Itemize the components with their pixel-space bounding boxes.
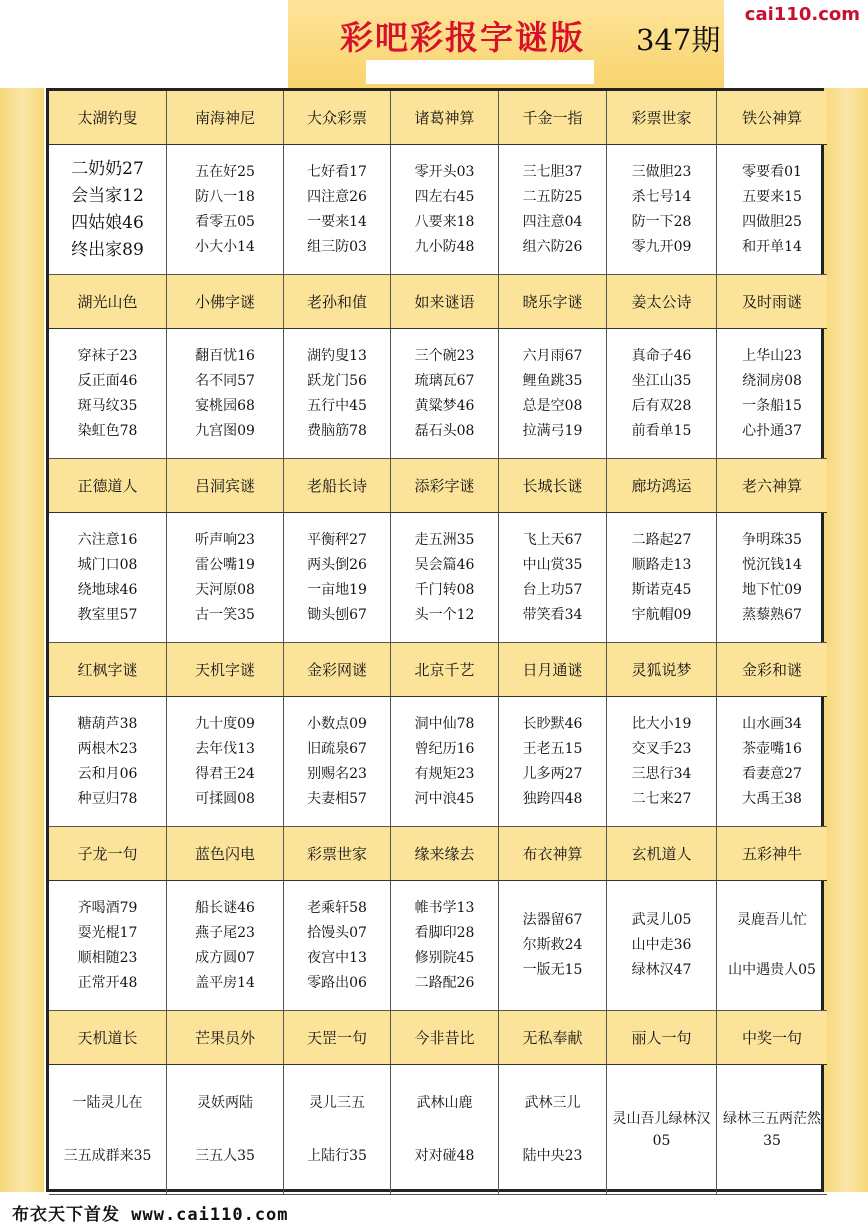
column-header: 老船长诗 bbox=[284, 459, 391, 513]
riddle-line: 王老五15 bbox=[522, 740, 583, 757]
riddle-line: 雷公嘴19 bbox=[195, 556, 255, 573]
riddle-cell bbox=[167, 1065, 284, 1195]
riddle-line: 坐江山35 bbox=[631, 372, 692, 389]
footer-text: 布衣天下首发 www.cai110.com bbox=[12, 1205, 289, 1225]
riddle-cell bbox=[499, 329, 607, 459]
riddle-line: 糖葫芦38 bbox=[77, 715, 138, 732]
riddle-line: 灵鹿吾儿忙 bbox=[737, 912, 807, 928]
column-header: 子龙一句 bbox=[49, 827, 167, 881]
riddle-line: 后有双28 bbox=[631, 397, 692, 414]
column-header: 布衣神算 bbox=[499, 827, 607, 881]
column-header: 如来谜语 bbox=[391, 275, 499, 329]
riddle-line: 法器留67 bbox=[522, 912, 583, 928]
riddle-line: 种豆归78 bbox=[77, 790, 138, 807]
riddle-line: 老乘轩58 bbox=[307, 899, 367, 916]
riddle-line: 会当家12 bbox=[71, 185, 144, 206]
riddle-cell bbox=[717, 1065, 827, 1195]
riddle-line: 旧疏泉67 bbox=[307, 740, 367, 757]
riddle-line: 五要来15 bbox=[742, 188, 802, 205]
riddle-cell bbox=[499, 513, 607, 643]
riddle-cell bbox=[167, 145, 284, 275]
site-logo: cai110.com bbox=[744, 4, 860, 25]
riddle-line: 交叉手23 bbox=[631, 740, 692, 757]
riddle-line: 心扑通37 bbox=[742, 422, 802, 439]
riddle-cell bbox=[607, 329, 717, 459]
riddle-line: 零开头03 bbox=[414, 163, 475, 180]
riddle-line: 灵山吾儿绿林汉05 bbox=[612, 1110, 711, 1149]
riddle-line: 一条船15 bbox=[742, 397, 802, 414]
riddle-cell bbox=[49, 697, 167, 827]
column-header: 晓乐字谜 bbox=[499, 275, 607, 329]
title-banner bbox=[288, 0, 724, 88]
riddle-line: 绿林三五两茫然35 bbox=[723, 1110, 821, 1149]
riddle-cell bbox=[284, 329, 391, 459]
column-header: 正德道人 bbox=[49, 459, 167, 513]
riddle-line: 上陆行35 bbox=[307, 1147, 367, 1164]
column-header: 中奖一句 bbox=[717, 1011, 827, 1065]
riddle-line: 真命子46 bbox=[631, 347, 692, 364]
riddle-line: 顺相随23 bbox=[77, 949, 138, 966]
riddle-cell bbox=[717, 145, 827, 275]
riddle-cell bbox=[391, 513, 499, 643]
column-header: 无私奉献 bbox=[499, 1011, 607, 1065]
riddle-line: 七好看17 bbox=[307, 163, 367, 180]
riddle-line: 八要来18 bbox=[414, 213, 475, 230]
riddle-cell bbox=[717, 329, 827, 459]
column-header: 南海神尼 bbox=[167, 91, 284, 145]
riddle-cell bbox=[499, 145, 607, 275]
riddle-line: 船长谜46 bbox=[195, 899, 255, 916]
riddle-line: 云和月06 bbox=[77, 765, 138, 782]
column-header: 天机字谜 bbox=[167, 643, 284, 697]
riddle-cell bbox=[391, 1065, 499, 1195]
riddle-line: 带笑看34 bbox=[522, 606, 583, 623]
riddle-line: 看零五05 bbox=[195, 213, 255, 230]
column-header: 吕洞宾谜 bbox=[167, 459, 284, 513]
riddle-line: 顺路走13 bbox=[631, 556, 692, 573]
riddle-line: 武灵儿05 bbox=[631, 912, 692, 928]
riddle-line: 听声响23 bbox=[195, 531, 255, 548]
riddle-line: 两根木23 bbox=[77, 740, 138, 757]
riddle-line: 琉璃瓦67 bbox=[414, 372, 475, 389]
riddle-cell bbox=[499, 1065, 607, 1195]
riddle-line: 零路出06 bbox=[307, 974, 367, 991]
column-header: 大众彩票 bbox=[284, 91, 391, 145]
riddle-line: 拾馒头07 bbox=[307, 924, 367, 941]
riddle-line: 九宫图09 bbox=[195, 422, 255, 439]
riddle-cell bbox=[284, 881, 391, 1011]
riddle-line: 四注意26 bbox=[307, 188, 367, 205]
riddle-cell bbox=[607, 697, 717, 827]
riddle-cell bbox=[607, 145, 717, 275]
riddle-line: 三五人35 bbox=[195, 1147, 255, 1164]
riddle-line: 去年伐13 bbox=[195, 740, 255, 757]
column-header: 湖光山色 bbox=[49, 275, 167, 329]
riddle-line: 城门口08 bbox=[77, 556, 138, 573]
riddle-line: 一亩地19 bbox=[307, 581, 367, 598]
riddle-cell bbox=[284, 145, 391, 275]
riddle-line: 小数点09 bbox=[307, 715, 367, 732]
riddle-line: 古一笑35 bbox=[195, 606, 255, 623]
riddle-line: 看脚印28 bbox=[414, 924, 475, 941]
page-title: 彩吧彩报字谜版 bbox=[340, 18, 585, 57]
riddle-line: 零九开09 bbox=[631, 238, 692, 255]
riddle-line: 灵妖两陆 bbox=[197, 1094, 253, 1111]
riddle-line: 六注意16 bbox=[77, 531, 138, 548]
riddle-cell bbox=[49, 881, 167, 1011]
column-header: 铁公神算 bbox=[717, 91, 827, 145]
column-header: 诸葛神算 bbox=[391, 91, 499, 145]
column-header: 廊坊鸿运 bbox=[607, 459, 717, 513]
riddle-cell bbox=[499, 881, 607, 1011]
riddle-line: 别赐名23 bbox=[307, 765, 367, 782]
riddle-cell bbox=[284, 513, 391, 643]
riddle-line: 吴会篇46 bbox=[414, 556, 475, 573]
riddle-line: 四左右45 bbox=[414, 188, 475, 205]
riddle-line: 三七胆37 bbox=[522, 163, 583, 180]
riddle-line: 四注意04 bbox=[522, 213, 583, 230]
riddle-line: 长眇默46 bbox=[522, 715, 583, 732]
riddle-line bbox=[770, 933, 774, 958]
riddle-line: 独跨四48 bbox=[522, 790, 583, 807]
riddle-line: 绿林汉47 bbox=[631, 962, 692, 978]
riddle-line: 终出家89 bbox=[71, 239, 144, 260]
riddle-line: 九小防48 bbox=[414, 238, 475, 255]
riddle-line: 千门转08 bbox=[414, 581, 475, 598]
riddle-cell bbox=[391, 881, 499, 1011]
riddle-line: 一版无15 bbox=[522, 962, 583, 978]
riddle-line: 儿多两27 bbox=[522, 765, 583, 782]
riddle-cell bbox=[167, 881, 284, 1011]
riddle-line: 小大小14 bbox=[195, 238, 255, 255]
column-header: 彩票世家 bbox=[607, 91, 717, 145]
riddle-line: 山中遇贵人05 bbox=[728, 962, 816, 978]
riddle-line: 中山赏35 bbox=[522, 556, 583, 573]
riddle-line: 锄头刨67 bbox=[307, 606, 367, 623]
riddle-line: 洞中仙78 bbox=[414, 715, 475, 732]
riddle-line: 二路配26 bbox=[414, 974, 475, 991]
column-header: 北京千艺 bbox=[391, 643, 499, 697]
riddle-line: 宴桃园68 bbox=[195, 397, 255, 414]
riddle-cell bbox=[167, 697, 284, 827]
column-header: 及时雨谜 bbox=[717, 275, 827, 329]
riddle-line: 台上功57 bbox=[522, 581, 583, 598]
column-header: 玄机道人 bbox=[607, 827, 717, 881]
riddle-line: 天河原08 bbox=[195, 581, 255, 598]
riddle-line: 比大小19 bbox=[631, 715, 692, 732]
riddle-line: 三做胆23 bbox=[631, 163, 692, 180]
column-header: 日月通谜 bbox=[499, 643, 607, 697]
riddle-line: 二五防25 bbox=[522, 188, 583, 205]
riddle-line: 组六防26 bbox=[522, 238, 583, 255]
column-header: 丽人一句 bbox=[607, 1011, 717, 1065]
riddle-line: 零要看01 bbox=[742, 163, 802, 180]
right-decor-strip bbox=[824, 88, 868, 1192]
riddle-line: 四姑娘46 bbox=[71, 212, 144, 233]
riddle-table bbox=[46, 88, 824, 1192]
riddle-cell bbox=[607, 1065, 717, 1195]
riddle-line: 有规矩23 bbox=[414, 765, 475, 782]
column-header: 彩票世家 bbox=[284, 827, 391, 881]
riddle-line: 两头倒26 bbox=[307, 556, 367, 573]
riddle-line: 齐喝酒79 bbox=[77, 899, 138, 916]
column-header: 天机道长 bbox=[49, 1011, 167, 1065]
column-header: 姜太公诗 bbox=[607, 275, 717, 329]
riddle-cell bbox=[391, 329, 499, 459]
riddle-cell bbox=[391, 697, 499, 827]
riddle-line: 总是空08 bbox=[522, 397, 583, 414]
column-header: 金彩网谜 bbox=[284, 643, 391, 697]
riddle-cell bbox=[607, 881, 717, 1011]
riddle-line: 陆中央23 bbox=[522, 1147, 583, 1164]
riddle-line: 和开单14 bbox=[742, 238, 802, 255]
riddle-line: 尔斯救24 bbox=[522, 937, 583, 953]
riddle-line: 河中浪45 bbox=[414, 790, 475, 807]
riddle-line: 蒸藜熟67 bbox=[742, 606, 802, 623]
riddle-line: 拉满弓19 bbox=[522, 422, 583, 439]
riddle-line: 二奶奶27 bbox=[71, 158, 144, 179]
riddle-line: 一要来14 bbox=[307, 213, 367, 230]
column-header: 五彩神牛 bbox=[717, 827, 827, 881]
riddle-cell bbox=[167, 329, 284, 459]
riddle-cell bbox=[49, 1065, 167, 1195]
column-header: 太湖钓叟 bbox=[49, 91, 167, 145]
riddle-line: 得君王24 bbox=[195, 765, 255, 782]
riddle-line: 对对碰48 bbox=[414, 1147, 475, 1164]
riddle-line: 九十度09 bbox=[195, 715, 255, 732]
riddle-line: 飞上天67 bbox=[522, 531, 583, 548]
riddle-line: 斯诺克45 bbox=[631, 581, 692, 598]
riddle-line: 看妻意27 bbox=[742, 765, 802, 782]
riddle-cell bbox=[49, 145, 167, 275]
riddle-line: 平衡秤27 bbox=[307, 531, 367, 548]
riddle-line: 反正面46 bbox=[77, 372, 138, 389]
riddle-line: 绕地球46 bbox=[77, 581, 138, 598]
riddle-line: 杀七号14 bbox=[631, 188, 692, 205]
riddle-line: 茶壶嘴16 bbox=[742, 740, 802, 757]
riddle-line: 头一个12 bbox=[414, 606, 475, 623]
column-header: 蓝色闪电 bbox=[167, 827, 284, 881]
riddle-cell bbox=[49, 513, 167, 643]
riddle-line: 组三防03 bbox=[307, 238, 367, 255]
column-header: 老六神算 bbox=[717, 459, 827, 513]
riddle-line: 地下忙09 bbox=[742, 581, 802, 598]
riddle-line: 费脑筋78 bbox=[307, 422, 367, 439]
riddle-line: 五在好25 bbox=[195, 163, 255, 180]
riddle-cell bbox=[717, 513, 827, 643]
riddle-line: 修别院45 bbox=[414, 949, 475, 966]
riddle-line: 前看单15 bbox=[631, 422, 692, 439]
column-header: 天罡一句 bbox=[284, 1011, 391, 1065]
riddle-line: 名不同57 bbox=[195, 372, 255, 389]
riddle-line: 山中走36 bbox=[631, 937, 692, 953]
title-blank-area bbox=[366, 60, 594, 84]
riddle-line: 走五洲35 bbox=[414, 531, 475, 548]
riddle-line: 灵儿三五 bbox=[309, 1094, 365, 1111]
column-header: 红枫字谜 bbox=[49, 643, 167, 697]
riddle-line: 争明珠35 bbox=[742, 531, 802, 548]
column-header: 小佛字谜 bbox=[167, 275, 284, 329]
riddle-line: 二七来27 bbox=[631, 790, 692, 807]
riddle-line: 盖平房14 bbox=[195, 974, 255, 991]
riddle-line: 帷书学13 bbox=[414, 899, 475, 916]
left-decor-strip bbox=[0, 88, 44, 1192]
riddle-line: 翻百忧16 bbox=[195, 347, 255, 364]
riddle-line: 大禹王38 bbox=[742, 790, 802, 807]
riddle-line: 五行中45 bbox=[307, 397, 367, 414]
riddle-line: 夫妻相57 bbox=[307, 790, 367, 807]
riddle-cell bbox=[167, 513, 284, 643]
issue-number: 347期 bbox=[636, 23, 721, 57]
riddle-line: 防一下28 bbox=[631, 213, 692, 230]
riddle-line: 磊石头08 bbox=[414, 422, 475, 439]
riddle-line: 燕子尾23 bbox=[195, 924, 255, 941]
riddle-line: 成方圆07 bbox=[195, 949, 255, 966]
riddle-line: 可揉圆08 bbox=[195, 790, 255, 807]
riddle-line: 二路起27 bbox=[631, 531, 692, 548]
riddle-line: 四做胆25 bbox=[742, 213, 802, 230]
riddle-cell bbox=[284, 1065, 391, 1195]
riddle-line: 三思行34 bbox=[631, 765, 692, 782]
riddle-cell bbox=[499, 697, 607, 827]
column-header: 添彩字谜 bbox=[391, 459, 499, 513]
riddle-line: 宇航帽09 bbox=[631, 606, 692, 623]
riddle-cell bbox=[284, 697, 391, 827]
riddle-line: 防八一18 bbox=[195, 188, 255, 205]
riddle-line: 曾纪历16 bbox=[414, 740, 475, 757]
riddle-line: 教室里57 bbox=[77, 606, 138, 623]
riddle-line: 六月雨67 bbox=[522, 347, 583, 364]
riddle-line: 穿袜子23 bbox=[77, 347, 138, 364]
column-header: 千金一指 bbox=[499, 91, 607, 145]
riddle-cell bbox=[717, 697, 827, 827]
riddle-cell bbox=[717, 881, 827, 1011]
riddle-line: 武林三儿 bbox=[524, 1094, 581, 1111]
riddle-line: 跃龙门56 bbox=[307, 372, 367, 389]
riddle-line: 绕洞房08 bbox=[742, 372, 802, 389]
riddle-line: 鲤鱼跳35 bbox=[522, 372, 583, 389]
column-header: 金彩和谜 bbox=[717, 643, 827, 697]
riddle-line: 悦沉钱14 bbox=[742, 556, 802, 573]
riddle-line: 染虹色78 bbox=[77, 422, 138, 439]
riddle-line: 斑马纹35 bbox=[77, 397, 138, 414]
riddle-line: 正常开48 bbox=[77, 974, 138, 991]
riddle-line: 上华山23 bbox=[742, 347, 802, 364]
riddle-line: 山水画34 bbox=[742, 715, 802, 732]
riddle-cell bbox=[49, 329, 167, 459]
column-header: 缘来缘去 bbox=[391, 827, 499, 881]
column-header: 长城长谜 bbox=[499, 459, 607, 513]
column-header: 芒果员外 bbox=[167, 1011, 284, 1065]
riddle-cell bbox=[607, 513, 717, 643]
riddle-line: 耍光棍17 bbox=[77, 924, 138, 941]
column-header: 今非昔比 bbox=[391, 1011, 499, 1065]
riddle-line: 黄粱梦46 bbox=[414, 397, 475, 414]
column-header: 灵狐说梦 bbox=[607, 643, 717, 697]
column-header: 老孙和值 bbox=[284, 275, 391, 329]
riddle-line: 武林山鹿 bbox=[416, 1094, 473, 1111]
riddle-line: 夜宫中13 bbox=[307, 949, 367, 966]
riddle-line: 湖钓叟13 bbox=[307, 347, 367, 364]
riddle-line: 三五成群来35 bbox=[63, 1147, 152, 1164]
riddle-line: 三个碗23 bbox=[414, 347, 475, 364]
riddle-cell bbox=[391, 145, 499, 275]
riddle-line: 一陆灵儿在 bbox=[72, 1094, 143, 1111]
